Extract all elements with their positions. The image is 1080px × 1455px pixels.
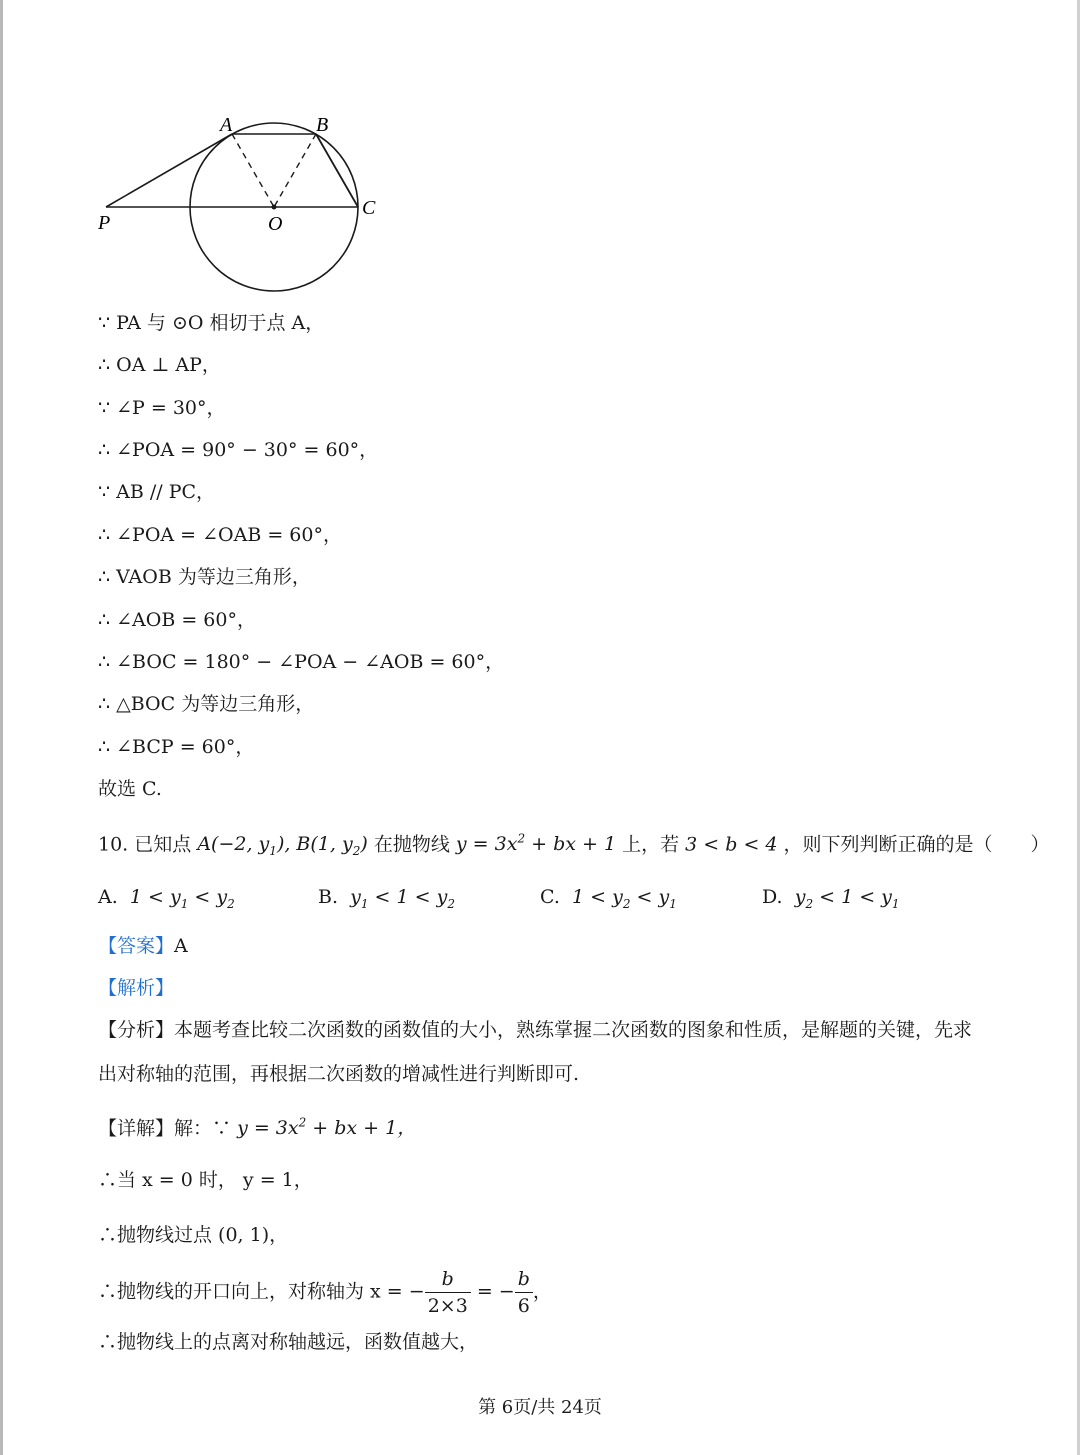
proof-line: ∴ △BOC 为等边三角形，	[98, 693, 315, 715]
label-b: B	[316, 114, 329, 136]
proof-line: ∴ ∠POA = 90° − 30° = 60°，	[98, 439, 379, 461]
proof-line: ∴ VAOB 为等边三角形，	[98, 566, 311, 588]
proof-conclusion: 故选 C.	[98, 778, 162, 800]
answer-tag: 【答案】	[98, 935, 175, 957]
label-a: A	[220, 114, 233, 136]
detail-line-4: ∴抛物线的开口向上，对称轴为 x = − $\frac{b}{2\times 3}$ = − $\frac{b}{6}$ ，	[98, 1268, 552, 1317]
point-a: A(−2, $y_1$), B(1, $y_2$)	[197, 833, 368, 859]
option-d: D. $y_2 < 1 < y_1$	[762, 886, 900, 911]
parabola-equation: $y = 3x^2$ + bx + 1	[455, 832, 617, 856]
center-point	[272, 205, 277, 210]
analysis-paragraph	[98, 1008, 988, 1096]
question-stem-d: ，则下列判断正确的是（ ）	[783, 833, 1050, 856]
fenxi-tag: 【分析】	[98, 1019, 175, 1041]
fraction-2: $\frac{b}{6}$	[515, 1266, 533, 1319]
question-number: 10.	[98, 833, 129, 856]
dashed-oa	[232, 134, 274, 207]
proof-line: ∴ OA ⊥ AP，	[98, 354, 221, 376]
option-c: C. $1 < y_2 < y_1$	[540, 886, 677, 911]
label-p: P	[98, 212, 111, 234]
segment-pa	[106, 134, 232, 207]
answer-line	[98, 933, 188, 959]
question-stem-a: 已知点	[134, 833, 192, 856]
question-10	[98, 826, 1050, 864]
proof-line: ∵ AB // PC，	[98, 481, 216, 503]
question-stem-c: 上，若	[622, 833, 680, 856]
page-footer: 第 6页/共 24页	[478, 1397, 602, 1418]
option-b: B. $y_1 < 1 < y_2$	[318, 886, 455, 911]
detail-line-5: ∴抛物线上的点离对称轴越远，函数值越大，	[98, 1331, 479, 1353]
fraction-1: $\frac{b}{2\times 3}$	[425, 1266, 471, 1319]
dashed-ob	[274, 134, 316, 207]
segment-bc	[316, 134, 358, 207]
detail-line-2: ∴当 x = 0 时， y = 1，	[98, 1169, 313, 1191]
condition: 3 < b < 4	[685, 833, 778, 856]
detail-line-1: 【详解】解：∵ $y = 3x^2$ + bx + 1，	[98, 1116, 417, 1140]
proof-line: ∴ ∠AOB = 60°，	[98, 609, 256, 631]
question-stem-b: 在抛物线	[373, 833, 450, 856]
page-edge-left	[0, 0, 3, 1455]
circle-tangent-figure	[90, 105, 390, 295]
option-a: A. $1 < y_1 < y_2$	[98, 886, 235, 911]
proof-line: ∴ ∠POA = ∠OAB = 60°，	[98, 524, 342, 546]
proof-line: ∴ ∠BOC = 180° − ∠POA − ∠AOB = 60°，	[98, 651, 505, 673]
detail-tag: 【详解】	[98, 1117, 175, 1140]
proof-line: ∵ PA 与 ⊙O 相切于点 A，	[98, 312, 325, 334]
label-c: C	[362, 197, 376, 219]
detail-line-3: ∴抛物线过点 (0, 1)，	[98, 1224, 289, 1246]
fenxi-text: 本题考查比较二次函数的函数值的大小，熟练掌握二次函数的图象和性质，是解题的关键，先求出对称轴的范围，再根据二次函数的增减性进行判断即可.	[98, 1019, 973, 1085]
analysis-line	[98, 975, 174, 1001]
proof-line: ∵ ∠P = 30°，	[98, 397, 226, 419]
proof-line: ∴ ∠BCP = 60°，	[98, 736, 255, 758]
label-o: O	[268, 213, 283, 235]
analysis-tag: 【解析】	[98, 977, 175, 999]
answer-value: A	[174, 935, 188, 957]
